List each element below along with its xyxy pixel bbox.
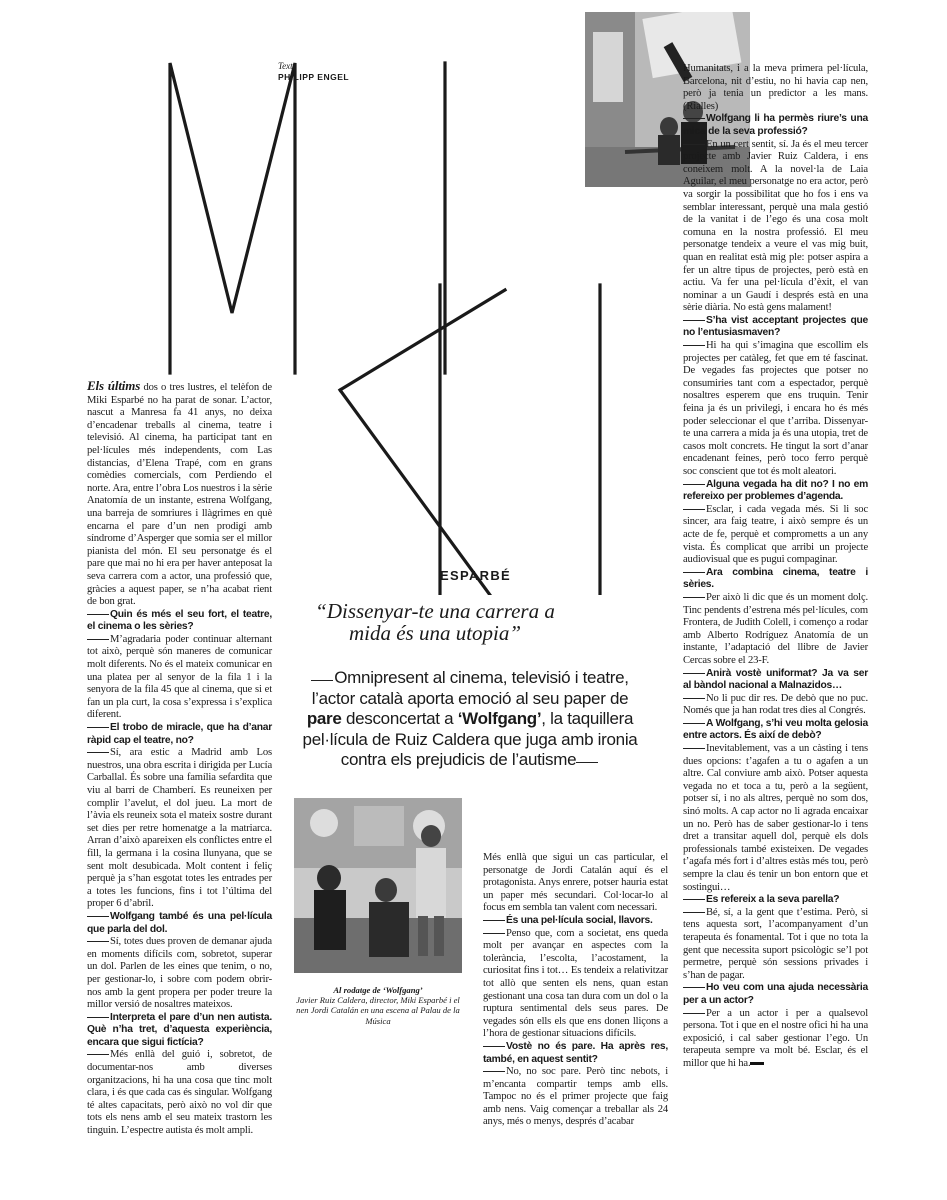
interview-answer [683, 907, 868, 983]
paragraph-text: Vostè no és pare. Ha après res, també, en aquest sentit? [483, 1040, 668, 1065]
title-last-name: ESPARBÉ [440, 568, 511, 583]
em-rule [87, 639, 109, 640]
interview-question [683, 315, 868, 340]
em-rule [483, 1071, 505, 1072]
em-rule [683, 509, 705, 510]
paragraph-text: Wolfgang li ha permès riure’s una mica de la seva professió? [683, 113, 868, 137]
paragraph-text: Penso que, com a societat, ens queda molt per avançar en aspectes com la tolerància, l’escolta, l’acostament, la curiositat fins i tot… Es tendeix a relativitzar tot allò que senten els nens, quan estan gestionant una cosa tan dura com un dol o la ruptura sentimental dels seus pares. De vegades són ells els que ens donen lliçons a l’hora de gestionar situacions difícils. [483, 927, 668, 1040]
paragraph-text: Per a un actor i per a qualsevol persona. Tot i que en el nostre ofici hi ha una exposició, i cal saber gestionar l’ego. Un terapeuta sempre va molt bé. Esclar, és el millor que hi ha. [683, 1007, 868, 1069]
em-rule [683, 698, 705, 699]
paragraph-text: Més enllà del guió i, sobretot, de documentar-nos amb diverses organitzacions, hi ha una cosa que tinc molt clara, i és que cada cas és singular. Wolfgang té altes capacitats, però això no vol dir que tots els nens amb el seu mateix trastorn les tinguin. L’espectre autista és molt ampli. [87, 1049, 272, 1137]
caption-text: Javier Ruiz Caldera, director, Miki Esparbé i el nen Jordi Catalán en una escena al Palau de la Música [296, 995, 460, 1026]
photo-caption [294, 985, 462, 1026]
interview-question [483, 1041, 668, 1066]
em-rule [683, 912, 705, 913]
em-rule [683, 1013, 705, 1014]
article-lead [87, 380, 272, 609]
em-rule [683, 673, 705, 674]
em-rule [683, 597, 705, 598]
interview-question [683, 567, 868, 592]
interview-answer [683, 1008, 868, 1071]
paragraph-text: Sí, totes dues proven de demanar ajuda en moments difícils com, sobretot, superar un dol. Parlen de les eines que tenim, o no, per gestionar-lo, i sobre com podem obrir-nos amb la gent propera per poder treure la millor versió de nosaltres mateixos. [87, 936, 272, 1011]
paragraph-text: Bé, sí, a la gent que t’estima. Però, si tens aquesta sort, l’acompanyament d’un terapeuta és fonamental. Tot i que no tota la gent que necessita suport psicològic se’l pot permetre, perquè són sessions privades i s’han de pagar. [683, 906, 868, 981]
em-rule [683, 748, 705, 749]
letter-k-arms [340, 290, 505, 595]
interview-question [683, 894, 868, 907]
em-rule [87, 916, 109, 917]
em-rule [683, 572, 705, 573]
interview-answer [87, 747, 272, 911]
paragraph-text: Wolfgang també és una pel·lícula que parla del dol. [87, 910, 272, 935]
photo-middle [294, 798, 462, 973]
paragraph-text: Hi ha qui s’imagina que escollim els projectes per catàleg, fet que em té fascinat. De vegades fas projectes que potser no consumiries tant com a espectador, perquè nosaltres esperem que ens truquin. Tenir feina ja és un privilegi, i encara ho és més poder seleccionar el que t’arriba. Dissenyar-te una carrera a mida ja és una utopia, tret de casos molt concrets. He tingut la sort d’anar encadenant feines, però toco ferro perquè soc conscient que tot és molt aleatori. [683, 340, 868, 477]
em-rule [683, 899, 705, 900]
credit-label: Text [278, 61, 293, 71]
author-name: PHILIPP ENGEL [278, 72, 350, 82]
interview-answer [683, 504, 868, 567]
em-rule [87, 941, 109, 942]
paragraph-text: És una pel·lícula social, llavors. [506, 914, 653, 926]
middle-column [483, 852, 668, 1129]
em-rule [683, 987, 705, 988]
right-column [683, 63, 868, 1071]
paragraph-text: Es refereix a la seva parella? [706, 894, 840, 906]
paragraph-text: Ara combina cinema, teatre i sèries. [683, 566, 868, 591]
interview-question [87, 722, 272, 747]
paragraph-text: Sí, ara estic a Madrid amb Los nuestros, una obra escrita i dirigida per Lucía Carballal. És sobre una família sefardita que viu al barri de Chamberí. Es reuneixen per complir l’avelut, el dol jueu. La mort de l’àvia els reuneix sota el mateix sostre durant set dies per retre homenatge a la matriarca. Arran d’això apareixen els conflictes entre el fill, la germana i la cosina llunyana, que se sent molt desubicada. Molt content i feliç perquè ja s’han esgotat totes les entrades per a totes les funcions, fins i tot l’última del proper 6 d’abril. [87, 747, 272, 910]
paragraph-text: Alguna vegada ha dit no? I no em refereixo per problemes d’agenda. [683, 478, 868, 503]
paragraph-text: Per això li dic que és un moment dolç. Tinc pendents d’estrena més pel·lícules, com Frontera, de Judith Colell, i començo a rodar amb Alberto Rodríguez Anatomía de un instante, l’adaptació del llibre de Javier Cercas sobre el 23-F. [683, 591, 868, 666]
paragraph-text: Esclar, i cada vegada més. Si li soc sincer, ara faig teatre, i això sempre és un acte de fe, perquè et comprometts a un any vista. És complicat que arribi un projecte audiovisual que es pugui compaginar. [683, 503, 868, 566]
caption-title: Al rodatge de ‘Wolfgang’ [333, 985, 423, 995]
standfirst-part2: desconcertat a [345, 709, 454, 728]
em-rule [683, 345, 705, 346]
em-rule [483, 933, 505, 934]
end-mark [750, 1062, 764, 1065]
em-rule [683, 723, 705, 724]
lead-text: dos o tres lustres, el telèfon de Miki Esparbé no ha parat de sonar. L’actor, nascut a Manresa fa 41 anys, no deixa d’encadenar treballs al cinema, teatre i televisió. Al cinema, ha participat tant en pel·lícules més independents, com Las distancias, d’Elena Trapé, com en grans comèdies comercials, com Perdiendo el norte. Ara, entre l’obra Los nuestros i la sèrie Anatomía de un instante, estrena Wolfgang, una barreja de somriures i llàgrimes en què encarna el pare d’un nen prodigi amb síndrome d’Asperger que somia ser el millor pianista del món. El seu personatge és el pare que mai no hi era per haver anteposat la seva carrera com a actor, una professió que, gràcies a aquest paper, se n’ha acabat rient de bon grat. [87, 382, 272, 608]
paragraph-text: Anirà vostè uniformat? Ja va ser al bàndol nacional a Malnazidos… [683, 667, 868, 692]
paragraph-text: S’ha vist acceptant projectes que no l’entusiasmaven? [683, 314, 868, 339]
interview-answer [87, 1049, 272, 1137]
interview-question [683, 668, 868, 693]
interview-question [87, 1012, 272, 1050]
interview-question [87, 609, 272, 634]
interview-answer [483, 928, 668, 1041]
paragraph-text: A Wolfgang, s’hi veu molta gelosia entre actors. És així de debò? [683, 717, 868, 742]
em-rule [483, 920, 505, 921]
standfirst-bold2: ‘Wolfgang’ [457, 709, 542, 728]
interview-question [683, 718, 868, 743]
paragraph-text: M’agradaria poder continuar alternant tot això, perquè són maneres de comunicar molt diferents. No és el mateix comunicar en una platea per al senyor de la fila 1 i la senyora de la fila 45 que al cinema, que si et fan un pla curt, la cosa s’expressa i s’explica diferent. [87, 633, 272, 721]
standfirst-part3: , la taquillera pel·lícula de Ruiz Caldera que juga amb ironia contra els prejudicis de l’autisme [302, 709, 638, 769]
paragraph-text: El trobo de miracle, que ha d’anar ràpid cap el teatre, no? [87, 722, 272, 746]
em-rule [483, 1046, 505, 1047]
interview-answer [87, 634, 272, 722]
em-rule [683, 144, 705, 145]
interview-question [683, 479, 868, 504]
paragraph-text: Quin és més el seu fort, el teatre, el cinema o les sèries? [87, 608, 272, 633]
interview-answer [683, 139, 868, 315]
pull-quote: “Dissenyar-te una carrera a mida és una utopia” [315, 599, 555, 645]
interview-answer [683, 693, 868, 718]
interview-answer [483, 1066, 668, 1129]
em-rule [87, 727, 109, 728]
em-rule [683, 118, 705, 119]
interview-answer [87, 936, 272, 1012]
paragraph-text: Més enllà que sigui un cas particular, el personatge de Jordi Catalán aquí és el protagonista. Anys enrere, potser hauria estat un paper més secundari. Col·locar-lo al focus em sembla tan valent com necessari. [483, 852, 668, 914]
interview-question [483, 915, 668, 928]
paragraph-text: En un cert sentit, sí. Ja és el meu tercer projecte amb Javier Ruiz Caldera, i ens coneixem molt. A la novel·la de Laia Aguilar, el meu personatge no era actor, però va sorgir la possibilitat que ho fos i ens va semblar interessant, perquè una mala gestió de la vanitat i de l’ego és una cosa molt comuna en la nostra professió. El meu personatge tendeix a veure el vas mig buit, quan en realitat està mig ple: potser aspira a fer un altre tipus de projectes, però està en actiu. Va fer una pel·lícula d’èxit, el van nominar a un Gaudí i després està en una sèrie diària. No està gens malament! [683, 138, 868, 314]
left-column [87, 380, 272, 1138]
interview-answer [683, 592, 868, 668]
standfirst-part1: Omnipresent al cinema, televisió i teatre, l’actor català aporta emoció al seu paper de [311, 668, 629, 708]
standfirst [300, 668, 640, 771]
interview-question [683, 982, 868, 1007]
em-rule [87, 752, 109, 753]
body-paragraph [683, 63, 868, 113]
em-rule [87, 1054, 109, 1055]
standfirst-bold1: pare [306, 709, 342, 728]
interview-answer [683, 340, 868, 479]
letter-m [170, 63, 295, 373]
paragraph-text: Inevitablement, vas a un càsting i tens dues opcions: t’agafen a tu o agafen a un altre. Cal conviure amb això. Potser aquesta vegada no et toca a tu, però a la següent, potser sí, i no als altres, perquè no som dos, sinó molts. A cap actor no li agrada encaixar un no. Però has de saber gestionar-lo i tens dret a transitar aquell dol, perquè els dols professionals també existeixen. De vegades t’agafa més fort i d’altres estàs més tou, però sempre la clau és tenir un bon entorn que et sostingui… [683, 743, 868, 893]
interview-question [87, 911, 272, 936]
em-rule [683, 484, 705, 485]
lead-word: Els últims [87, 378, 141, 393]
paragraph-text: No, no soc pare. Però tinc nebots, i m’encanta compartir temps amb ells. Tampoc no és el primer projecte que faig amb nens. Vaig començar a treballar als 24 anys, més o menys, després d’acabar [483, 1066, 668, 1128]
paragraph-text: Ho veu com una ajuda necessària per a un actor? [683, 982, 868, 1006]
paragraph-text: No li puc dir res. De debò que no puc. Només que ja han rodat tres dies al Congrés. [683, 692, 868, 717]
em-rule [683, 320, 705, 321]
em-rule [87, 614, 109, 615]
interview-answer [683, 743, 868, 894]
body-paragraph [483, 852, 668, 915]
em-rule [87, 1017, 109, 1018]
paragraph-text: Interpreta el pare d’un nen autista. Què n’ha tret, d’aquesta experiència, encara que sigui fictícia? [87, 1011, 272, 1048]
paragraph-text: Humanitats, i a la meva primera pel·lícula, Barcelona, nit d’estiu, no hi havia cap nen, però ja tenia un predictor a les mans. (Rialles) [683, 63, 868, 112]
interview-question [683, 113, 868, 138]
